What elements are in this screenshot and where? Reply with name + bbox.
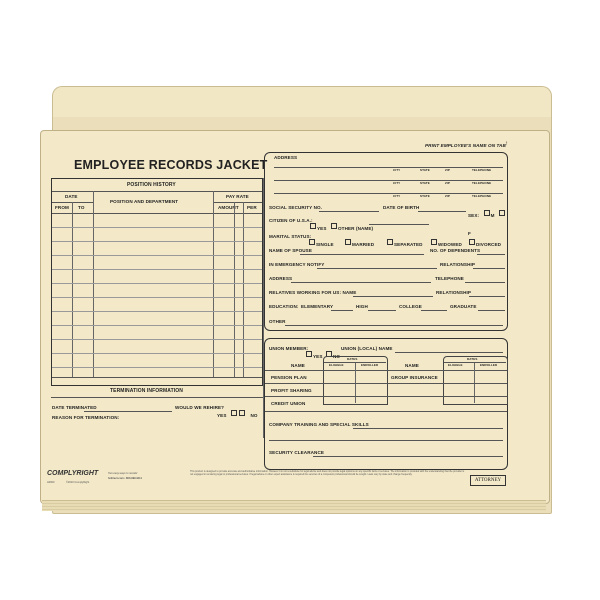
copyright: ©2010 ComplyRight — [66, 481, 90, 484]
relatives-label: RELATIVES WORKING FOR US: NAME — [269, 290, 357, 295]
relatives-relationship-label: RELATIONSHIP — [436, 290, 472, 295]
position-history-heading: POSITION HISTORY — [127, 182, 176, 188]
rehire-no-checkbox[interactable]: NO — [239, 404, 258, 422]
address-line-2[interactable] — [274, 180, 503, 181]
ssn-label: SOCIAL SECURITY NO. — [269, 205, 323, 210]
name-label-right: NAME — [405, 363, 419, 368]
city-label: CITY — [393, 194, 401, 198]
attorney-badge: ATTORNEY — [470, 475, 506, 486]
other-education-field[interactable] — [285, 325, 503, 326]
brand-logo: COMPLYRIGHT — [47, 470, 99, 477]
arrow-up-icon: ↑ — [505, 141, 508, 147]
enrolled-label-left: ENROLLED — [361, 363, 379, 367]
widowed-checkbox[interactable]: WIDOWED — [431, 233, 462, 251]
single-checkbox[interactable]: SINGLE — [309, 233, 334, 251]
tab-note: PRINT EMPLOYEE'S NAME ON TAB — [425, 143, 506, 148]
emergency-label: IN EMERGENCY NOTIFY — [269, 262, 325, 267]
termination-heading: TERMINATION INFORMATION — [110, 388, 183, 394]
name-label-left: NAME — [291, 363, 305, 368]
ssn-field[interactable] — [319, 211, 379, 212]
date-terminated-label: DATE TERMINATED — [52, 405, 97, 410]
high-field[interactable] — [368, 310, 396, 311]
enrolled-label-right: ENROLLED — [480, 363, 498, 367]
rehire-yes-checkbox[interactable]: YES — [217, 404, 238, 422]
folder-tab[interactable] — [52, 86, 552, 117]
training-field[interactable] — [353, 428, 503, 429]
pay-rate-header: PAY RATE — [226, 194, 249, 199]
dependents-label: NO. OF DEPENDENTS — [430, 248, 481, 253]
citizen-other-field[interactable] — [369, 224, 429, 225]
zip-label: ZIP — [445, 194, 450, 198]
spouse-field[interactable] — [300, 254, 424, 255]
address-line-3[interactable] — [274, 193, 503, 194]
reorder-text: Two easy ways to reorder — [108, 472, 138, 475]
reorder-contact: hrdirect.com • 800-999-9111 — [108, 477, 142, 480]
union-yes-checkbox[interactable]: YES — [306, 345, 323, 363]
from-header: FROM — [55, 205, 69, 210]
elementary-field[interactable] — [331, 310, 353, 311]
state-label: STATE — [420, 194, 430, 198]
telephone-label: TELEPHONE — [472, 168, 492, 172]
telephone-label: TELEPHONE — [472, 194, 492, 198]
personal-info-box — [264, 152, 508, 331]
amount-header: AMOUNT — [218, 205, 239, 210]
benefits-box — [264, 338, 508, 470]
sex-field[interactable]: SEX: M F — [468, 204, 507, 240]
relationship-field[interactable] — [473, 268, 505, 269]
clearance-label: SECURITY CLEARANCE — [269, 450, 325, 455]
emergency-address-label: ADDRESS — [269, 276, 293, 281]
emergency-address-field[interactable] — [291, 282, 431, 283]
folder-stack-edge — [42, 500, 546, 511]
state-label: STATE — [420, 181, 430, 185]
address-line-1[interactable] — [274, 167, 503, 168]
emergency-telephone-field[interactable] — [465, 282, 505, 283]
relationship-label: RELATIONSHIP — [440, 262, 476, 267]
clearance-field[interactable] — [313, 456, 503, 457]
union-label: UNION MEMBER: — [269, 346, 309, 351]
rehire-label: WOULD WE REHIRE? — [175, 405, 225, 410]
union-name-field[interactable] — [395, 352, 503, 353]
education-label: EDUCATION: — [269, 304, 299, 309]
address-label: ADDRESS — [274, 155, 298, 160]
page-title: EMPLOYEE RECORDS JACKET — [74, 158, 268, 172]
divorced-checkbox[interactable]: DIVORCED — [469, 233, 501, 251]
training-label: COMPANY TRAINING AND SPECIAL SKILLS — [269, 422, 369, 427]
state-label: STATE — [420, 168, 430, 172]
training-field-2[interactable] — [269, 440, 503, 441]
spouse-label: NAME OF SPOUSE — [269, 248, 313, 253]
city-label: CITY — [393, 181, 401, 185]
telephone-label: TELEPHONE — [472, 181, 492, 185]
credit-union-label: CREDIT UNION — [271, 401, 306, 406]
separated-checkbox[interactable]: SEPARATED — [387, 233, 423, 251]
emergency-telephone-label: TELEPHONE — [435, 276, 464, 281]
date-header: DATE — [65, 194, 78, 199]
to-header: TO — [78, 205, 85, 210]
dependents-field[interactable] — [477, 254, 505, 255]
union-no-checkbox[interactable]: NO — [326, 345, 340, 363]
graduate-label: GRADUATE — [450, 304, 477, 309]
marital-label: MARITAL STATUS: — [269, 234, 312, 239]
pension-label: PENSION PLAN — [271, 375, 307, 380]
relatives-field[interactable] — [353, 296, 433, 297]
citizen-other-checkbox[interactable]: OTHER (NAME) — [331, 217, 373, 235]
per-header: PER — [247, 205, 257, 210]
dob-label: DATE OF BIRTH — [383, 205, 420, 210]
zip-label: ZIP — [445, 181, 450, 185]
union-name-label: UNION (LOCAL) NAME — [341, 346, 393, 351]
emergency-field[interactable] — [317, 268, 437, 269]
city-label: CITY — [393, 168, 401, 172]
college-label: COLLEGE — [399, 304, 422, 309]
citizen-yes-checkbox[interactable]: YES — [310, 217, 327, 235]
graduate-field[interactable] — [478, 310, 505, 311]
relatives-relationship-field[interactable] — [469, 296, 505, 297]
high-label: HIGH — [356, 304, 368, 309]
position-history-table — [51, 178, 263, 386]
dates-label-right: DATES — [467, 357, 478, 361]
termination-reason-label: REASON FOR TERMINATION: — [52, 415, 120, 420]
date-terminated-field[interactable] — [84, 411, 172, 412]
group-insurance-label: GROUP INSURANCE — [391, 375, 438, 380]
other-education-label: OTHER — [269, 319, 286, 324]
profit-sharing-label: PROFIT SHARING — [271, 388, 312, 393]
position-header: POSITION AND DEPARTMENT — [110, 199, 179, 204]
product-code: A0000 — [47, 481, 55, 484]
dates-label-left: DATES — [347, 357, 358, 361]
married-checkbox[interactable]: MARRIED — [345, 233, 374, 251]
zip-label: ZIP — [445, 168, 450, 172]
legal-disclaimer: This product is designed to provide accurate and authoritative information. However it is not a substitute for legal advice and does not provide legal opinions on any specific facts or services. The information is provided with the understanding that the provider is not engaged in rendering legal or professional services. If legal advice or other expert assistance is required the services of a competent professional should be sought. Laws vary by state and change frequently. — [190, 470, 465, 477]
dob-field[interactable] — [418, 211, 466, 212]
elementary-label: ELEMENTARY — [301, 304, 334, 309]
eligible-label-right: ELIGIBLE — [448, 363, 463, 367]
eligible-label-left: ELIGIBLE — [329, 363, 344, 367]
citizen-label: CITIZEN OF U.S.A.: — [269, 218, 313, 223]
college-field[interactable] — [421, 310, 447, 311]
